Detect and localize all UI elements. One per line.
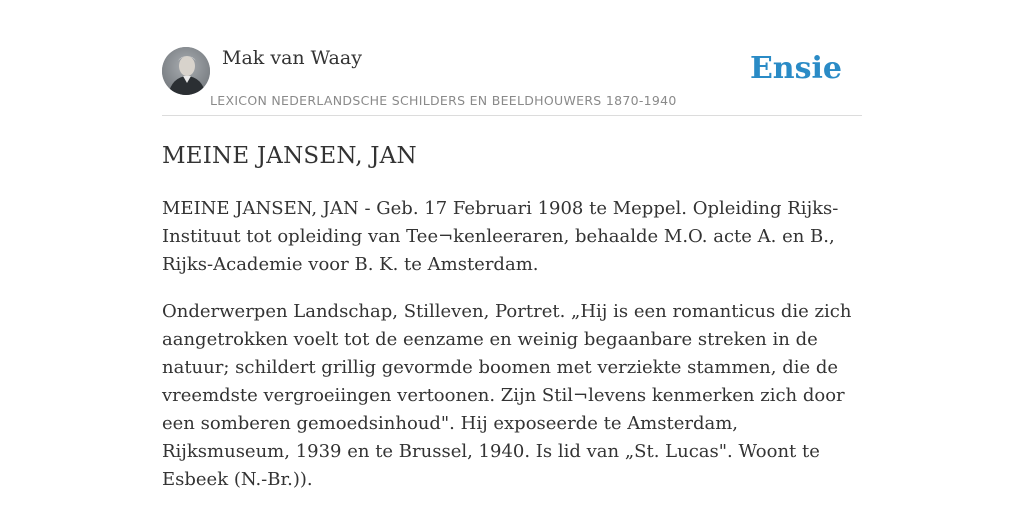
- article-paragraph: MEINE JANSEN, JAN - Geb. 17 Februari 1908 te Meppel. Opleiding Rijks-Instituut tot opleiding van Tee¬kenleeraren, behaalde M.O. acte A. en B., Rijks-Academie voor B. K. te Amsterdam.: [162, 198, 839, 275]
- author-name[interactable]: Mak van Waay: [222, 47, 362, 69]
- source-title[interactable]: LEXICON NEDERLANDSCHE SCHILDERS EN BEELDHOUWERS 1870-1940: [210, 93, 677, 108]
- article-title: MEINE JANSEN, JAN: [162, 143, 417, 169]
- ensie-logo[interactable]: Ensie: [749, 51, 842, 86]
- author-avatar[interactable]: [162, 47, 210, 95]
- page-content: [162, 0, 862, 494]
- article-header: [162, 0, 862, 116]
- article-paragraph: Onderwerpen Landschap, Stilleven, Portret. „Hij is een romanticus die zich aangetrokken voelt tot de eenzame en weinig begaanbare streken in de natuur; schildert grillig gevormde boomen met verziekte stammen, die de vreemdste vergroeiingen vertoonen. Zijn Stil¬levens kenmerken zich door een somberen gemoedsinhoud". Hij exposeerde te Amsterdam, Rijksmuseum, 1939 en te Brussel, 1940. Is lid van „St. Lucas". Woont te Esbeek (N.-Br.)).: [162, 301, 852, 490]
- portrait-photo-icon: [162, 47, 210, 95]
